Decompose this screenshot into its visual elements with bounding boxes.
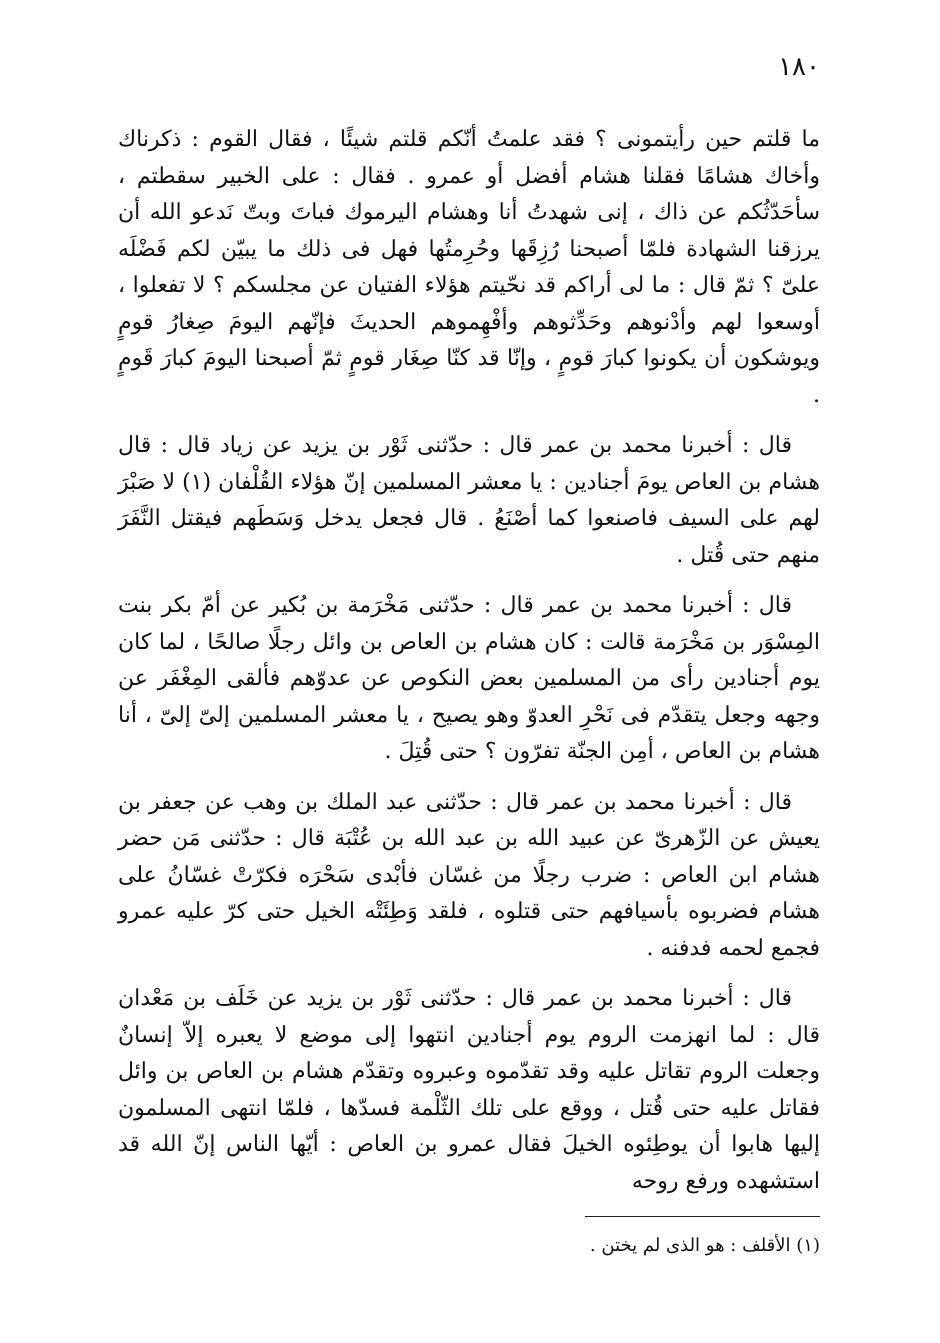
paragraph: قال : أخبرنا محمد بن عمر قال : حدّثنى ثَوْر بن يزيد عن خَلَف بن مَعْدان قال : لما انهزمت الروم يوم أجنادين انتهوا إلى موضع لا يعبره إلاّ إنسانٌ وجعلت الروم تقاتل عليه وقد تقدّموه وعبروه وتقدّم هشام بن العاص بن وائل فقاتل عليه حتى قُتل ، ووقع على تلك الثّلْمة فسدّها ، فلمّا انتهى المسلمون إليها هابوا أن يوطِئوه الخيلَ فقال عمرو بن العاص : أيّها الناس إنّ الله قد استشهده ورفع روحه	[118, 986, 820, 1194]
paragraph: قال : أخبرنا محمد بن عمر قال : حدّثنى ثَوْر بن يزيد عن زياد قال : قال هشام بن العاص يومَ أجنادين : يا معشر المسلمين إنّ هؤلاء القُلْفان (١) لا صَبْرَ لهم على السيف فاصنعوا كما أصْنَعُ . قال فجعل يدخل وَسَطَهم فيقتل النَّفَرَ منهم حتى قُتل .	[118, 433, 821, 568]
page-number: ١٨٠	[778, 52, 820, 82]
footnote-divider	[585, 1216, 820, 1217]
paragraph: قال : أخبرنا محمد بن عمر قال : حدّثنى عبد الملك بن وهب عن جعفر بن يعيش عن الزّهرىّ عن عبيد الله بن عبد الله بن عُتْبَة قال : حدّثنى مَن حضر هشام ابن العاص : ضرب رجلًا من غسّان فأبْدى سَحْرَه فكرّتْ غسّانُ على هشام فضربوه بأسيافهم حتى قتلوه ، فلقد وَطِئَتْه الخيل حتى كرّ عليه عمرو فجمع لحمه فدفنه .	[118, 789, 820, 961]
paragraph: قال : أخبرنا محمد بن عمر قال : حدّثنى مَخْرَمة بن بُكير عن أمّ بكر بنت المِسْوَر بن مَخْرَمة قالت : كان هشام بن العاص بن وائل رجلًا صالحًا ، لما كان يوم أجنادين رأى من المسلمين بعض النكوص عن عدوّهم فألقى المِغْفَر عن وجهه وجعل يتقدّم فى نَحْرِ العدوّ وهو يصيح ، يا معشر المسلمين إلىّ إلىّ ، أنا هشام بن العاص ، أمِن الجنّة تفرّون ؟ حتى قُتِلَ .	[118, 593, 820, 764]
paragraph: ما قلتم حين رأيتمونى ؟ فقد علمتُ أنّكم قلتم شيئًا ، فقال القوم : ذكرناك وأخاك هشامًا فقلنا هشام أفضل أو عمرو . فقال : على الخبير سقطتم ، سأحَدّثُكم عن ذاك ، إنى شهدتُ أنا وهشام اليرموك فباتَ وبتّ نَدعو الله أن يرزقنا الشهادة فلمّا أصبحنا رُزِقَها وحُرِمتُها فهل فى ذلك ما يبيّن لكم فَضْلَه علىّ ؟ ثمّ قال : ما لى أراكم قد نحّيتم هؤلاء الفتيان عن مجلسكم ؟ لا تفعلوا ، أوسعوا لهم وأدْنوهم وحَدِّثوهم وأفْهِموهم الحديثَ فإنّهم اليومَ صِغارُ قومٍ ويوشكون أن يكونوا كبارَ قومٍ ، وإنّا قد كنّا صِغَار قومٍ ثمّ أصبحنا اليومَ كبارَ قَومٍ .	[118, 127, 821, 408]
footnote: (١) الأقلف : هو الذى لم يختن .	[589, 1235, 820, 1256]
main-text	[118, 122, 820, 1214]
